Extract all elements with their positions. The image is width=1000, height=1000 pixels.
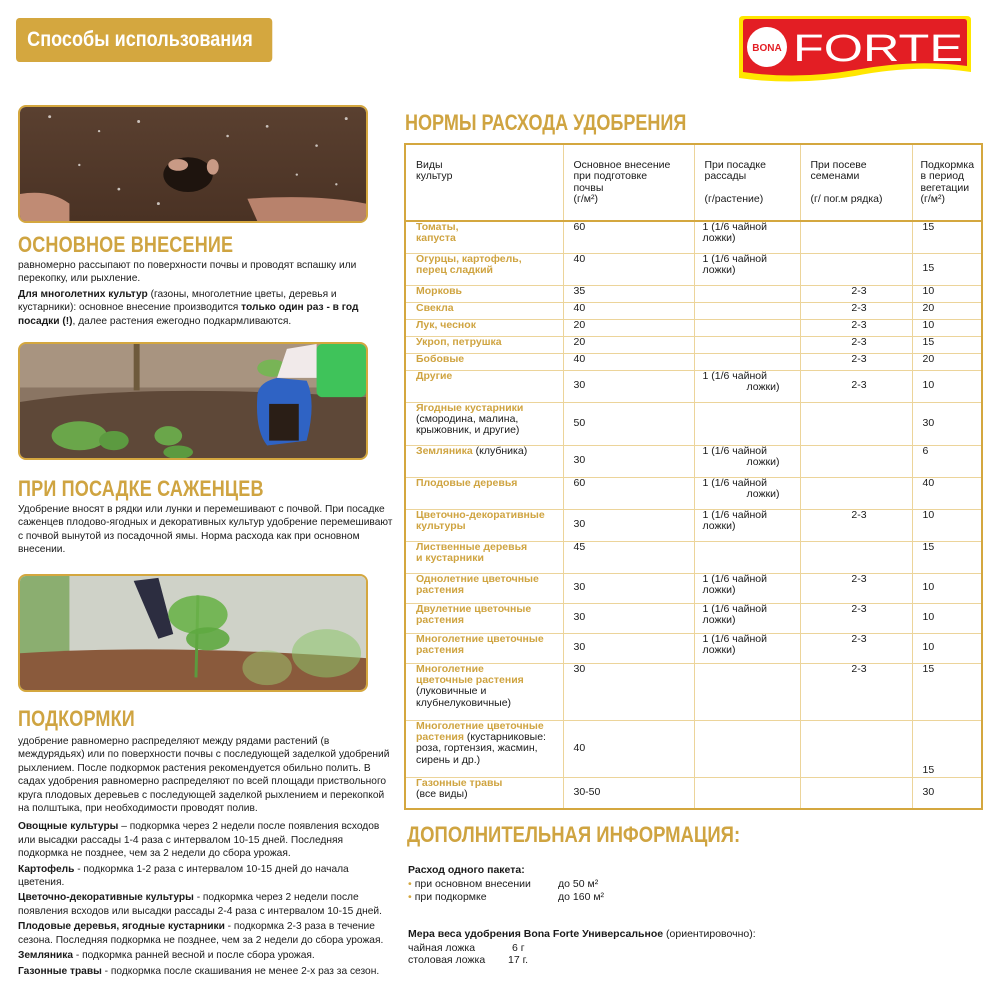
main-application-value: 30-50 — [573, 786, 601, 799]
sowing-cell — [800, 603, 912, 633]
sowing-cell — [800, 573, 912, 603]
main-application-text — [18, 259, 393, 330]
feeding-value: 10 — [922, 318, 935, 331]
seedling-cell — [694, 720, 800, 777]
col-header-feeding: Подкормка в период вегетации (г/м²) — [912, 144, 982, 221]
feeding-cell — [912, 221, 982, 253]
feeding-value: 15 — [922, 335, 935, 348]
feeding-cell — [912, 663, 982, 720]
norms-table — [404, 143, 983, 810]
feeding-item-text: - подкормка 2-3 раза в течение сезона. Последняя подкормка не позднее, чем за 2 недели до сбора урожая. — [18, 921, 384, 946]
crop-name-cell — [405, 353, 563, 370]
feeding-cell — [912, 603, 982, 633]
col-header-seedling: При посадке рассады (г/растение) — [694, 144, 800, 221]
crop-name-cell — [405, 777, 563, 809]
sowing-cell — [800, 477, 912, 509]
table-row — [405, 541, 982, 573]
measure-title: Мера веса удобрения Bona Forte Универсальное — [408, 928, 664, 940]
crop-name-line2: перец сладкий — [416, 263, 493, 276]
bullet-icon: • — [408, 891, 412, 903]
crop-name-cell — [405, 221, 563, 253]
feeding-item-text: - подкормка 1-2 раза с интервалом 10-15 дней до начала цветения. — [18, 863, 349, 889]
crop-name-line2: растения — [416, 613, 464, 626]
main-application-value: 30 — [573, 611, 586, 624]
table-row — [405, 221, 982, 253]
crop-name-cell — [405, 663, 563, 720]
table-row — [405, 370, 982, 402]
measure-value: 17 г. — [508, 954, 529, 966]
main-application-value: 40 — [573, 252, 586, 265]
feeding-value: 15 — [922, 262, 935, 275]
sowing-value: 2-3 — [851, 508, 867, 521]
measure-item — [408, 954, 756, 967]
package-item — [408, 891, 604, 905]
crop-name: Многолетние цветочные — [416, 632, 544, 645]
perennial-label: Для многолетних культур — [18, 288, 148, 300]
crop-name: Газонные травы — [416, 776, 503, 789]
main-application-cell — [563, 603, 694, 633]
seedling-value: 1 (1/6 чайной — [702, 572, 767, 585]
seedling-value-line2: ложки) — [746, 455, 780, 468]
feeding-cell — [912, 319, 982, 336]
sowing-cell — [800, 353, 912, 370]
feeding-item-title: Овощные культуры — [18, 821, 119, 833]
seedling-value: 1 (1/6 чайной — [702, 444, 767, 457]
crop-name-cell — [405, 285, 563, 302]
main-application-cell — [563, 370, 694, 402]
feeding-photo — [18, 574, 368, 692]
feeding-value: 10 — [922, 379, 935, 392]
main-application-value: 20 — [573, 335, 586, 348]
sowing-cell — [800, 221, 912, 253]
feeding-item-title: Плодовые деревья, ягодные кустарники — [18, 921, 225, 933]
table-row — [405, 633, 982, 663]
perennial-text: (газоны, многолетние цветы, деревья и кустарники): основное внесение производится — [18, 288, 337, 314]
table-row — [405, 336, 982, 353]
seedling-cell — [694, 370, 800, 402]
seedling-value-line2: ложки) — [702, 519, 736, 532]
crop-name: Однолетние цветочные — [416, 572, 539, 585]
crop-name-line2: растения — [416, 730, 464, 743]
measure-value: 6 г — [512, 941, 525, 954]
crop-name: Многолетние цветочные — [416, 719, 544, 732]
sowing-value: 2-3 — [851, 318, 867, 331]
measure-label: чайная ложка — [408, 941, 476, 954]
feeding-value: 30 — [922, 786, 935, 799]
once-label: только один раз - в год посадки (!) — [18, 302, 359, 327]
main-application-cell — [563, 302, 694, 319]
feeding-item-text: - подкормка ранней весной и после сбора урожая. — [73, 950, 315, 962]
main-application-value: 35 — [573, 284, 586, 297]
table-row — [405, 777, 982, 809]
feeding-cell — [912, 402, 982, 445]
seedling-value-line2: ложки) — [746, 487, 780, 500]
sowing-cell — [800, 663, 912, 720]
feeding-cell — [912, 720, 982, 777]
crop-name: Другие — [416, 369, 453, 382]
main-application-value: 50 — [573, 416, 586, 429]
feeding-cell — [912, 302, 982, 319]
seedling-cell — [694, 285, 800, 302]
crop-name-cell — [405, 477, 563, 509]
seedling-cell — [694, 633, 800, 663]
feeding-value: 15 — [922, 764, 935, 777]
package-item-value: до 160 м² — [558, 891, 605, 903]
seedling-cell — [694, 319, 800, 336]
table-row — [405, 353, 982, 370]
sowing-cell — [800, 285, 912, 302]
feeding-item-title: Земляника — [18, 950, 74, 962]
main-application-value: 30 — [573, 379, 586, 392]
seedling-cell — [694, 445, 800, 477]
main-application-cell — [563, 541, 694, 573]
crop-name-line2: цветочные растения — [416, 673, 524, 686]
crop-name: Укроп, петрушка — [416, 335, 502, 348]
seedling-cell — [694, 221, 800, 253]
sowing-cell — [800, 633, 912, 663]
seedling-cell — [694, 603, 800, 633]
sowing-cell — [800, 509, 912, 541]
sowing-value: 2-3 — [851, 632, 867, 645]
main-application-value: 40 — [573, 301, 586, 314]
seedling-value: 1 (1/6 чайной — [702, 632, 767, 645]
seedling-cell — [694, 663, 800, 720]
sowing-value: 2-3 — [851, 301, 867, 314]
seedling-cell — [694, 253, 800, 285]
soil-photo — [18, 105, 368, 223]
crop-name: Земляника — [416, 444, 473, 457]
sowing-value: 2-3 — [851, 379, 867, 392]
main-application-value: 30 — [573, 641, 586, 654]
crop-name: Свекла — [416, 301, 454, 314]
seedling-cell — [694, 302, 800, 319]
crop-name-cell — [405, 445, 563, 477]
feeding-value: 40 — [922, 476, 935, 489]
main-application-value: 30 — [573, 662, 586, 675]
seedling-cell — [694, 353, 800, 370]
crop-name: Огурцы, картофель, — [416, 252, 522, 265]
sowing-cell — [800, 253, 912, 285]
main-application-value: 30 — [573, 454, 586, 467]
package-item-label: при подкормке — [414, 891, 487, 903]
crop-name-line2: капуста — [416, 232, 456, 245]
crop-name-cell — [405, 370, 563, 402]
feeding-value: 20 — [922, 301, 935, 314]
main-application-value: 40 — [573, 741, 586, 754]
package-title: Расход одного пакета: — [408, 864, 525, 876]
crop-note: (клубника) — [472, 444, 528, 457]
table-row — [405, 253, 982, 285]
perennial-text-end: , далее растения ежегодно подкармливаются. — [72, 315, 292, 327]
crop-name: Цветочно-декоративные — [416, 508, 545, 521]
main-application-value: 60 — [573, 476, 586, 489]
sowing-value: 2-3 — [851, 352, 867, 365]
seedling-value: 1 (1/6 чайной — [702, 252, 767, 265]
seedling-value-line2: ложки) — [746, 380, 780, 393]
feeding-item-title: Цветочно-декоративные культуры — [18, 892, 194, 904]
crop-name-line2: растения — [416, 583, 464, 596]
feeding-item-text: - подкормка через 2 недели после появления всходов или высадки рассады 2-4 раза с интервалом 10-15 дней. — [18, 892, 382, 917]
main-application-value: 30 — [573, 518, 586, 531]
main-application-cell — [563, 336, 694, 353]
feeding-item — [18, 820, 393, 860]
crop-name: Лук, чеснок — [416, 318, 476, 331]
sowing-cell — [800, 445, 912, 477]
feeding-value: 15 — [922, 662, 935, 675]
seedling-value-line2: ложки) — [702, 613, 736, 626]
feeding-items-list — [18, 820, 393, 977]
sowing-cell — [800, 541, 912, 573]
main-application-cell — [563, 777, 694, 809]
seedling-value-line2: ложки) — [702, 263, 736, 276]
seedling-value: 1 (1/6 чайной — [702, 369, 767, 382]
crop-name-line2: и кустарники — [416, 551, 484, 564]
feeding-value: 20 — [922, 352, 935, 365]
norms-heading: НОРМЫ РАСХОДА УДОБРЕНИЯ — [405, 110, 687, 135]
feeding-item — [18, 863, 393, 890]
crop-name: Ягодные кустарники — [416, 401, 524, 414]
measure-note: (ориентировочно): — [663, 928, 756, 940]
sowing-cell — [800, 370, 912, 402]
main-application-cell — [563, 477, 694, 509]
main-application-value: 20 — [573, 318, 586, 331]
feeding-value: 10 — [922, 581, 935, 594]
crop-name-cell — [405, 253, 563, 285]
seedling-cell — [694, 402, 800, 445]
feeding-cell — [912, 509, 982, 541]
sowing-cell — [800, 302, 912, 319]
main-application-value: 40 — [573, 352, 586, 365]
sowing-cell — [800, 336, 912, 353]
crop-name-line2: растения — [416, 643, 464, 656]
package-usage — [408, 864, 604, 905]
sowing-value: 2-3 — [851, 335, 867, 348]
measure-info — [408, 928, 756, 967]
table-row — [405, 402, 982, 445]
main-application-value: 60 — [573, 221, 586, 233]
package-item-label: при основном внесении — [414, 877, 531, 890]
main-application-value: 45 — [573, 540, 586, 553]
main-application-para-2 — [18, 288, 393, 328]
crop-note: (все виды) — [416, 787, 468, 800]
feeding-value: 30 — [922, 416, 935, 429]
package-item-value: до 50 м² — [558, 877, 599, 890]
sowing-value: 2-3 — [851, 572, 867, 585]
main-application-cell — [563, 573, 694, 603]
feeding-item — [18, 965, 393, 978]
main-application-para-1: равномерно рассыпают по поверхности почвы и проводят вспашку или перекопку, или рыхление. — [18, 260, 357, 285]
main-application-value: 30 — [573, 581, 586, 594]
seedling-value: 1 (1/6 чайной — [702, 508, 767, 521]
planting-photo — [18, 342, 368, 460]
feeding-value: 10 — [922, 284, 935, 297]
main-application-cell — [563, 353, 694, 370]
measure-label: столовая ложка — [408, 954, 486, 966]
seedling-cell — [694, 541, 800, 573]
crop-name: Плодовые деревья — [416, 476, 518, 489]
table-row — [405, 573, 982, 603]
feeding-item-title: Картофель — [18, 863, 75, 875]
feeding-cell — [912, 477, 982, 509]
main-application-cell — [563, 285, 694, 302]
crop-name-cell — [405, 541, 563, 573]
sowing-value: 2-3 — [851, 662, 867, 675]
main-application-cell — [563, 720, 694, 777]
seedling-value: 1 (1/6 чайной — [702, 476, 767, 489]
feeding-cell — [912, 353, 982, 370]
col-header-sowing: При посеве семенами (г/ пог.м рядка) — [800, 144, 912, 221]
logo-small-text: BONA — [752, 43, 782, 54]
additional-info-heading: ДОПОЛНИТЕЛЬНАЯ ИНФОРМАЦИЯ: — [407, 822, 741, 847]
crop-name: Бобовые — [416, 352, 465, 365]
crop-name: Лиственные деревья — [416, 540, 528, 553]
main-application-cell — [563, 445, 694, 477]
seedlings-text — [18, 503, 393, 559]
seedlings-para: Удобрение вносят в рядки или лунки и перемешивают с почвой. При посадке саженцев плодово-ягодных и декоративных культур удобрение перемешивают с почвой вынутой из посадочной ямы. Норма расхода как при основном внесении. — [18, 504, 393, 556]
seedling-value-line2: ложки) — [702, 643, 736, 656]
main-application-cell — [563, 319, 694, 336]
feeding-item — [18, 891, 393, 918]
feeding-cell — [912, 336, 982, 353]
crop-name: Томаты, — [416, 221, 459, 233]
seedling-value: 1 (1/6 чайной — [702, 221, 767, 233]
feeding-para: удобрение равномерно распределяют между рядами растений (в междурядьях) или по поверхности почвы с последующей заделкой удобрений рыхлением. После подкормок растения рекомендуется обильно полить. В садах удобрения равномерно распределяют по всей площади приствольного круга плодовых деревьев с последующей заделкой рыхлением и перекопкой на полштыка, при необходимости проводят полив. — [18, 736, 390, 815]
seedling-cell — [694, 477, 800, 509]
feeding-value: 10 — [922, 641, 935, 654]
crop-name-cell — [405, 402, 563, 445]
crop-name-cell — [405, 720, 563, 777]
col-header-main: Основное внесение при подготовке почвы (г/м²) — [563, 144, 694, 221]
table-header-row — [405, 144, 982, 221]
main-application-cell — [563, 663, 694, 720]
seedling-cell — [694, 336, 800, 353]
feeding-item-title: Газонные травы — [18, 965, 102, 977]
feeding-cell — [912, 541, 982, 573]
table-row — [405, 509, 982, 541]
logo-large-text: FORTE — [793, 28, 963, 70]
crop-note: (кустарниковые: роза, гортензия, жасмин, сирень и др.) — [416, 730, 546, 766]
crop-name-line2: культуры — [416, 519, 466, 532]
seedling-cell — [694, 509, 800, 541]
bona-forte-logo — [735, 14, 975, 86]
feeding-text — [18, 735, 393, 980]
feeding-value: 10 — [922, 508, 935, 521]
table-row — [405, 445, 982, 477]
crop-note: (смородина, малина, крыжовник, и другие) — [416, 412, 520, 437]
main-application-cell — [563, 221, 694, 253]
seedling-value-line2: ложки) — [702, 232, 736, 245]
bullet-icon: • — [408, 877, 412, 890]
crop-name-cell — [405, 302, 563, 319]
sowing-value: 2-3 — [851, 602, 867, 615]
sowing-value: 2-3 — [851, 284, 867, 297]
seedling-value: 1 (1/6 чайной — [702, 602, 767, 615]
feeding-value: 10 — [922, 611, 935, 624]
main-application-cell — [563, 633, 694, 663]
col-header-crop: Виды культур — [405, 144, 563, 221]
table-row — [405, 477, 982, 509]
feeding-value: 15 — [922, 540, 935, 553]
sowing-cell — [800, 777, 912, 809]
table-row — [405, 603, 982, 633]
feeding-cell — [912, 573, 982, 603]
seedlings-heading: ПРИ ПОСАДКЕ САЖЕНЦЕВ — [18, 476, 264, 501]
crop-name-cell — [405, 509, 563, 541]
seedling-cell — [694, 777, 800, 809]
seedling-cell — [694, 573, 800, 603]
crop-name: Двулетние цветочные — [416, 602, 532, 615]
crop-name-cell — [405, 603, 563, 633]
main-application-heading: ОСНОВНОЕ ВНЕСЕНИЕ — [18, 232, 234, 257]
feeding-heading: ПОДКОРМКИ — [18, 706, 135, 731]
table-row — [405, 720, 982, 777]
feeding-item-text: – подкормка через 2 недели после появления всходов или высадки рассады 1-4 раза с интервалом 10-15 дней. Последняя подкормка не позднее, чем за 2 недели до сбора урожая. — [18, 821, 380, 860]
feeding-cell — [912, 253, 982, 285]
crop-name-cell — [405, 573, 563, 603]
crop-note: (луковичные и клубнелуковичные) — [416, 685, 512, 709]
feeding-item — [18, 920, 393, 947]
feeding-cell — [912, 777, 982, 809]
seedling-value-line2: ложки) — [702, 583, 736, 596]
main-application-cell — [563, 402, 694, 445]
crop-name-cell — [405, 336, 563, 353]
table-row — [405, 319, 982, 336]
package-item — [408, 878, 604, 892]
feeding-cell — [912, 370, 982, 402]
crop-name: Многолетние — [416, 662, 484, 675]
feeding-item — [18, 949, 393, 962]
page-title-badge — [16, 18, 272, 62]
sowing-cell — [800, 402, 912, 445]
table-row — [405, 285, 982, 302]
feeding-cell — [912, 633, 982, 663]
crop-name: Морковь — [416, 284, 463, 297]
feeding-cell — [912, 285, 982, 302]
main-application-cell — [563, 509, 694, 541]
feeding-item-text: - подкормка после скашивания не менее 2-х раз за сезон. — [101, 965, 380, 977]
page-title: Способы использования — [27, 28, 253, 51]
table-row — [405, 302, 982, 319]
sowing-cell — [800, 720, 912, 777]
feeding-cell — [912, 445, 982, 477]
measure-item — [408, 942, 756, 955]
feeding-value: 15 — [922, 221, 935, 233]
table-row — [405, 663, 982, 720]
crop-name-cell — [405, 633, 563, 663]
sowing-cell — [800, 319, 912, 336]
crop-name-cell — [405, 319, 563, 336]
main-application-cell — [563, 253, 694, 285]
feeding-value: 6 — [922, 444, 929, 457]
